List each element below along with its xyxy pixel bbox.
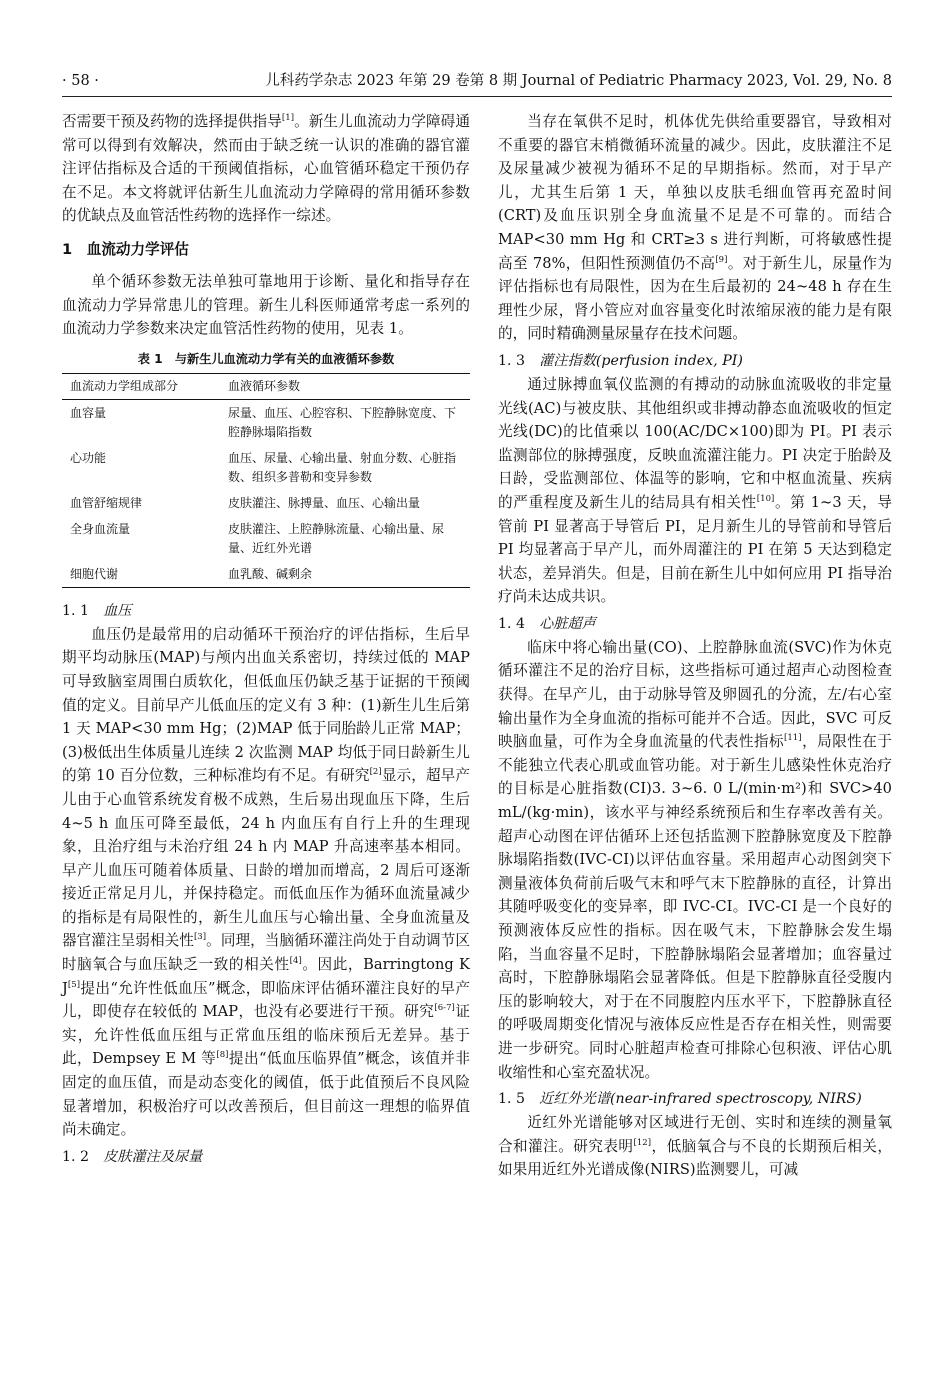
- page-number: · 58 ·: [62, 73, 99, 89]
- citation[interactable]: [3]: [193, 932, 207, 943]
- table-header-row: [62, 373, 470, 399]
- table-row: [62, 516, 470, 561]
- subsection-1-2-heading: 1. 2 皮肤灌注及尿量: [62, 1148, 203, 1165]
- table-row: [62, 490, 470, 516]
- table-cell: 全身血流量: [70, 521, 131, 536]
- table-cell: 皮肤灌注、上腔静脉流量、心输出量、尿量、近红外光谱: [228, 521, 445, 555]
- table-cell: 心功能: [70, 450, 107, 465]
- citation[interactable]: [11]: [784, 733, 802, 744]
- section-1-heading: 1 血流动力学评估: [62, 240, 189, 258]
- left-column: [62, 110, 470, 1169]
- page-header: [62, 66, 892, 97]
- citation[interactable]: [9]: [715, 254, 728, 265]
- table-cell: 细胞代谢: [70, 566, 119, 581]
- table-row: [62, 399, 470, 445]
- subsection-1-1-heading: 1. 1 血压: [62, 602, 132, 619]
- subsection-1-5-heading: 1. 5 近红外光谱(near-infrared spectroscopy, NIRS): [498, 1091, 862, 1108]
- table-row: [62, 445, 470, 490]
- table-caption: 表 1 与新生儿血流动力学有关的血液循环参数: [137, 351, 395, 366]
- subsection-1-5-paragraph: 近红外光谱能够对区域进行无创、实时和连续的测量氧合和灌注。研究表明[12]，低脑氧合与不良的长期预后相关，如果用近红外光谱成像(NIRS)监测婴儿，可减: [498, 1114, 892, 1179]
- table-cell: 血乳酸、碱剩余: [228, 566, 313, 581]
- column-header: 血液循环参数: [206, 373, 470, 399]
- table-cell: 血管舒缩规律: [70, 495, 143, 510]
- citation[interactable]: [12]: [633, 1137, 652, 1148]
- citation[interactable]: [2]: [369, 767, 382, 778]
- journal-title: 儿科药学杂志 2023 年第 29 卷第 8 期 Journal of Pediatric Pharmacy 2023, Vol. 29, No. 8: [265, 73, 892, 89]
- subsection-1-4-paragraph: 临床中将心输出量(CO)、上腔静脉血流(SVC)作为休克循环灌注不足的治疗目标，这些指标可通过超声心动图检查获得。在早产儿，由于动脉导管及卵圆孔的分流，左/右心室输出量作为全身血流的指标可能并不合适。因此，SVC 可反映脑血量，可作为全身血流量的代表性指标[11]，局限性在于不能独立代表心肌或血管功能。对于新生儿感染性休克治疗的目标是心脏指数(CI)3. 3~6. 0 L/(min·m²)和 SVC>40 mL/(kg·min)，该水平与神经系统预后和生存率改善有关。超声心动图在评估循环上还包括监测下腔静脉宽度及下腔静脉塌陷指数(IVC-CI)以评估血容量。采用超声心动图剑突下测量液体负荷前后吸气末和呼气末下腔静脉的直径，计算出其随呼吸变化的变异率，即 IVC-CI。IVC-CI 是一个良好的预测液体反应性的指标。因在吸气末，下腔静脉会发生塌陷，当血容量不足时，下腔静脉塌陷会显著增加；血容量过高时，下腔静脉塌陷会显著降低。但是下腔静脉直径受腹内压的影响较大，对于在不同腹腔内压水平下，下腔静脉直径的呼吸周期变化情况与液体反应性是否存在相关性，则需要进一步研究。同时心脏超声检查可排除心包积液、评估心肌收缩性和心室充盈状况。: [498, 638, 892, 1081]
- subsection-1-3-heading: 1. 3 灌注指数(perfusion index, PI): [498, 352, 743, 369]
- table-row: [62, 561, 470, 588]
- subsection-1-3-paragraph: 通过脉搏血氧仪监测的有搏动的动脉血流吸收的非定量光线(AC)与被皮肤、其他组织或非搏动静态血流吸收的恒定光线(DC)的比值乘以 100(AC/DC×100)即为 PI。PI 表示监测部位的脉搏强度，反映血流灌注能力。PI 决定于胎龄及日龄，受监测部位、体温等的影响，它和中枢血流量、疾病的严重程度及新生儿的结局具有相关性[10]。第 1~3 天，导管前 PI 显著高于导管后 PI，足月新生儿的导管前和导管后 PI 均显著高于早产儿，而外周灌注的 PI 在第 5 天达到稳定状态，差异消失。但是，目前在新生儿中如何应用 PI 指导治疗尚未达成共识。: [498, 375, 893, 606]
- table-cell: 血压、尿量、心输出量、射血分数、心脏指数、组织多普勒和变异参数: [228, 450, 457, 484]
- intro-paragraph: 否需要干预及药物的选择提供指导[1]。新生儿血流动力学障碍通常可以得到有效解决，然而由于缺乏统一认识的准确的器官灌注评估指标及合适的干预阈值指标，心血管循环稳定干预仍存在不足。本文将就评估新生儿血流动力学障碍的常用循环参数的优缺点及血管活性药物的选择作一综述。: [62, 113, 470, 225]
- table-cell: 血容量: [70, 405, 107, 420]
- subsection-1-1-paragraph: 血压仍是最常用的启动循环干预治疗的评估指标，生后早期平均动脉压(MAP)与颅内出血关系密切，持续过低的 MAP 可导致脑室周围白质软化，但低血压仍缺乏基于证据的干预阈值的定义。目前早产儿低血压的定义有 3 种：(1)新生儿生后第 1 天 MAP<30 mm Hg；(2)MAP 低于同胎龄儿正常 MAP；(3)极低出生体质量儿连续 2 次监测 MAP 均低于同日龄新生儿的第 10 百分位数，三种标准均有不足。有研究[2]显示，超早产儿由于心血管系统发育极不成熟，生后易出现血压下降，生后 4~5 h 血压可降至最低，24 h 内血压有自行上升的生理现象，且治疗组与未治疗组 24 h 内 MAP 升高速率基本相同。早产儿血压可随着体质量、日龄的增加而增高，2 周后可逐渐接近正常足月儿，并保持稳定。而低血压作为循环血流量减少的指标是有局限性的，新生儿血压与心输出量、全身血流量及器官灌注呈弱相关性[3]。同理，当脑循环灌注尚处于自动调节区时脑氧合与血压缺乏一致的相关性[4]。因此，Barringtong K J[5]提出“允许性低血压”概念，即临床评估循环灌注良好的早产儿，即使存在较低的 MAP，也没有必要进行干预。研究[6-7]证实，允许性低血压组与正常血压组的临床预后无差异。基于此，Dempsey E M 等[8]提出“低血压临界值”概念，该值并非固定的血压值，而是动态变化的阈值，低于此值预后不良风险显著增加，积极治疗可以改善预后，但目前这一理想的临界值尚未确定。: [62, 625, 471, 1139]
- citation[interactable]: [4]: [289, 956, 302, 967]
- section-1-paragraph: 单个循环参数无法单独可靠地用于诊断、量化和指导存在血流动力学异常患儿的管理。新生儿科医师通常考虑一系列的血流动力学参数来决定血管活性药物的使用，见表 1。: [62, 272, 470, 338]
- citation[interactable]: [1]: [281, 113, 295, 124]
- right-column: [498, 110, 892, 1182]
- citation[interactable]: [8]: [216, 1050, 229, 1061]
- citation[interactable]: [6-7]: [434, 1003, 455, 1014]
- subsection-1-2-paragraph: 当存在氧供不足时，机体优先供给重要器官，导致相对不重要的器官末梢微循环流量的减少。因此，皮肤灌注不足及尿量减少被视为循环不足的早期指标。然而，对于早产儿，尤其生后第 1 天，单独以皮肤毛细血管再充盈时间(CRT)及血压识别全身血流量不足是不可靠的。而结合 MAP<30 mm Hg 和 CRT≥3 s 进行判断，可将敏感性提高至 78%，但阳性预测值仍不高[9]。对于新生儿，尿量作为评估指标也有局限性，因为在生后最初的 24~48 h 存在生理性少尿，肾小管应对血容量变化时浓缩尿液的能力是有限的，同时精确测量尿量存在技术问题。: [498, 113, 892, 343]
- subsection-1-4-heading: 1. 4 心脏超声: [498, 615, 596, 632]
- citation[interactable]: [5]: [67, 979, 81, 990]
- citation[interactable]: [10]: [756, 494, 775, 505]
- circulation-parameters-table: [62, 373, 470, 588]
- column-header: 血流动力学组成部分: [62, 373, 206, 399]
- table-cell: 尿量、血压、心腔容积、下腔静脉宽度、下腔静脉塌陷指数: [228, 405, 457, 439]
- table-cell: 皮肤灌注、脉搏量、血压、心输出量: [228, 495, 421, 510]
